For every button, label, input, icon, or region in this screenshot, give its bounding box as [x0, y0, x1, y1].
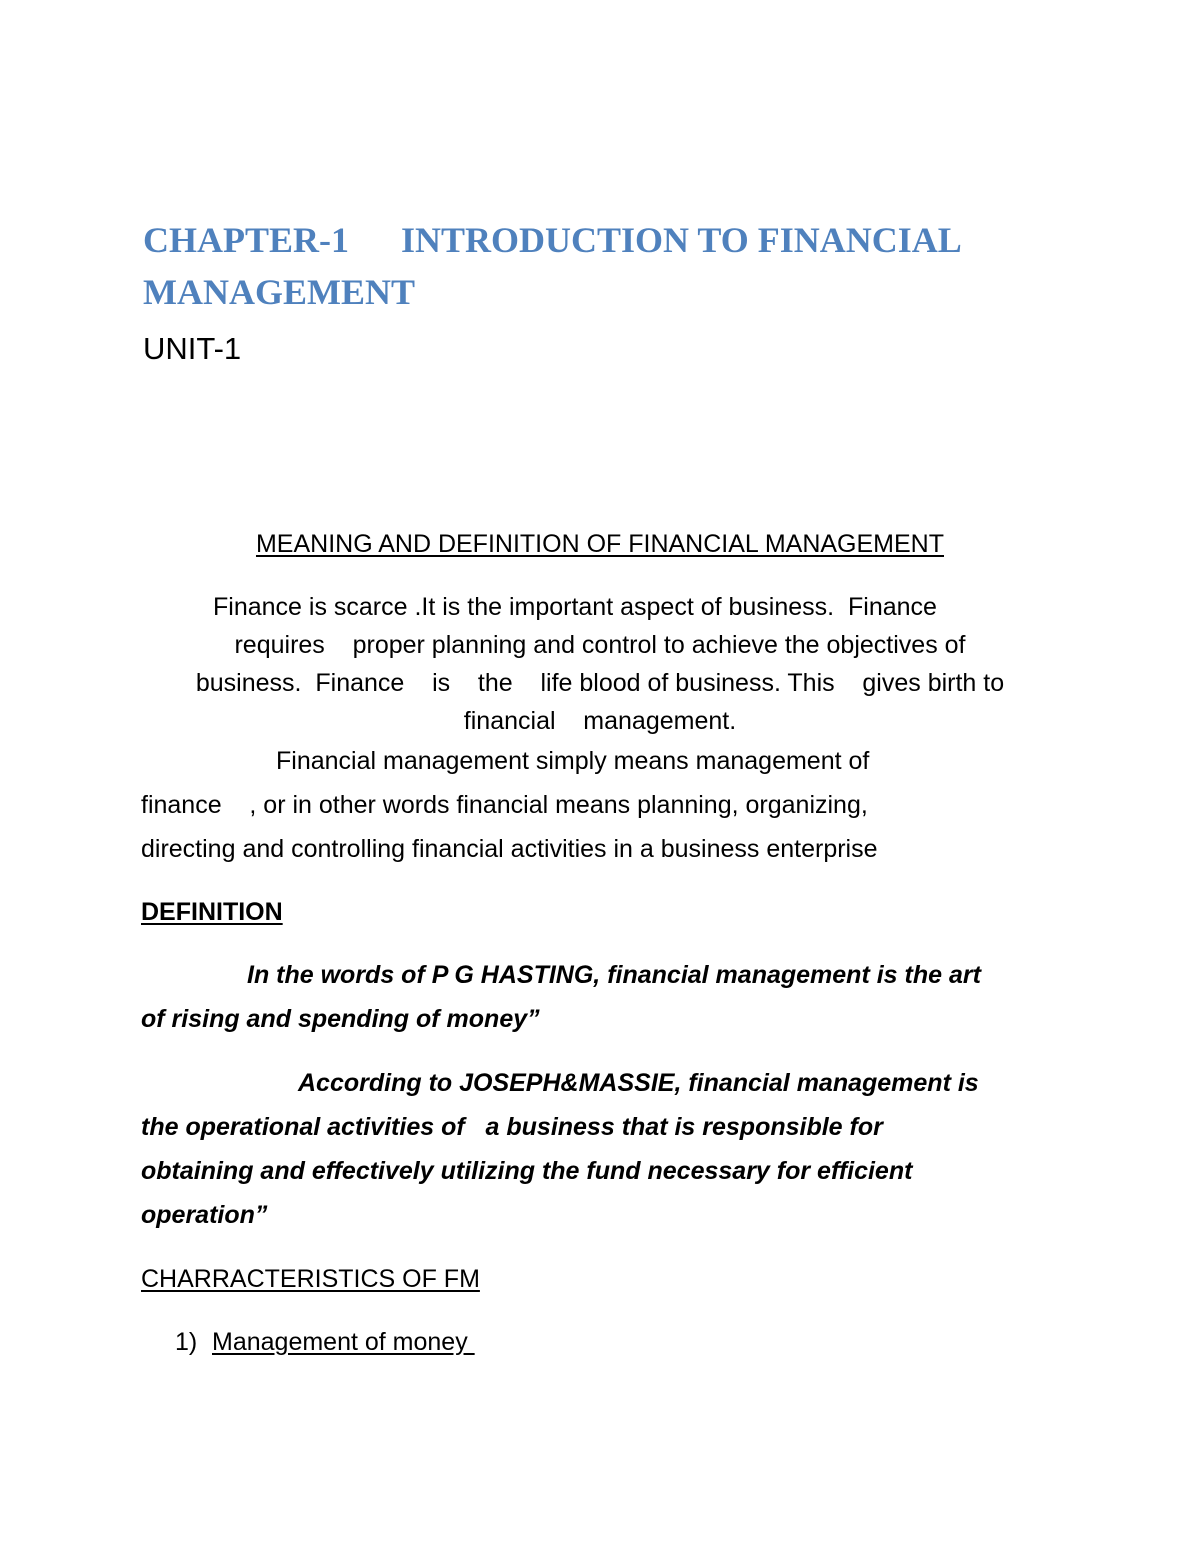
definition-quote-line: According to JOSEPH&MASSIE, financial management is — [298, 1069, 979, 1097]
unit-label: UNIT-1 — [143, 331, 242, 366]
characteristics-heading: CHARRACTERISTICS OF FM — [141, 1265, 480, 1293]
chapter-title-line-2: MANAGEMENT — [143, 272, 415, 312]
meaning-para1-line: financial management. — [463, 707, 737, 735]
list-item-number: 1) — [175, 1328, 198, 1356]
definition-quote-line: operation” — [141, 1201, 268, 1229]
definition-quote-line: In the words of P G HASTING, financial management is the art — [247, 961, 981, 989]
section-title-meaning: MEANING AND DEFINITION OF FINANCIAL MANAGEMENT — [255, 530, 944, 558]
definition-quote-line: the operational activities of a business that is responsible for — [141, 1113, 883, 1141]
definition-quote-line: of rising and spending of money” — [141, 1005, 540, 1033]
meaning-para1-line: requires proper planning and control to achieve the objectives of — [234, 631, 966, 659]
meaning-para1-line: Finance is scarce .It is the important aspect of business. Finance — [213, 593, 937, 621]
meaning-para1-line: business. Finance is the life blood of business. This gives birth to — [195, 669, 1005, 697]
meaning-para2-line: directing and controlling financial activities in a business enterprise — [141, 835, 878, 863]
meaning-para2-line: Financial management simply means management of — [276, 747, 870, 775]
chapter-number: CHAPTER-1 — [143, 220, 349, 260]
list-item-text: Management of money — [212, 1328, 475, 1356]
definition-heading: DEFINITION — [141, 898, 283, 926]
definition-quote-line: obtaining and effectively utilizing the fund necessary for efficient — [141, 1157, 913, 1185]
chapter-title-line-1: INTRODUCTION TO FINANCIAL — [401, 220, 962, 260]
meaning-para2-line: finance , or in other words financial means planning, organizing, — [141, 791, 868, 819]
